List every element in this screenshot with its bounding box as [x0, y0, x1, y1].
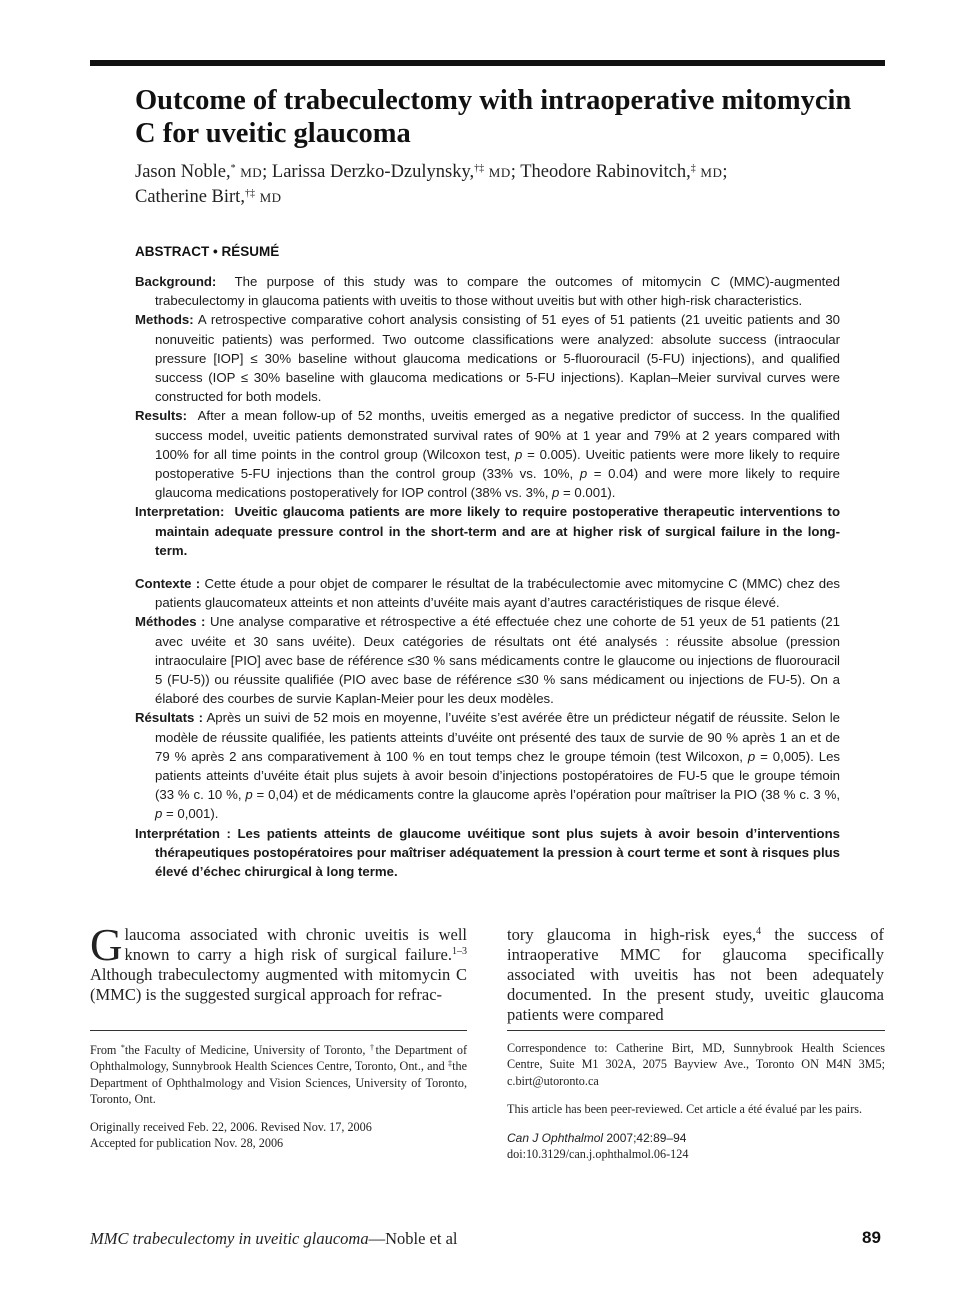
dates-footnote	[90, 1119, 467, 1152]
peer-review-note: This article has been peer-reviewed. Cet article a été évalué par les pairs.	[507, 1102, 863, 1116]
affiliations-footnote: From *the Faculty of Medicine, University of Toronto, †the Department of Ophthalmology, Sunnybrook Health Sciences Centre, Toronto, Ont., and ‡the Department of Ophthalmology and Vision Sciences, University of Toronto, Toronto, Ont.	[90, 1043, 468, 1106]
abstract-interpretation: Interpretation: Uveitic glaucoma patients are more likely to require postoperative therapeutic interventions to maintain adequate pressure control in the short-term and are at higher risk of surgical failure in the long-term.	[135, 504, 841, 558]
abstract-english	[135, 272, 840, 560]
affiliation-mark: †‡	[474, 163, 485, 174]
citation-ref: 1–3	[452, 946, 467, 957]
author-name: Jason Noble,	[135, 162, 231, 182]
correspondence-footnote: Correspondence to: Catherine Birt, MD, Sunnybrook Health Sciences Centre, Suite M1 302A, 2075 Bayview Ave., Toronto ON M4N 3M5; c.birt@utoronto.ca	[507, 1041, 885, 1088]
author-degree: MD	[700, 165, 723, 180]
footnote-rule-left	[90, 1030, 467, 1031]
author-name: Theodore Rabinovitch,	[520, 162, 691, 182]
author-name: Catherine Birt,	[135, 187, 245, 207]
body-column-right: tory glaucoma in high-risk eyes,$^4$ the success of intraoperative MMC for glaucoma specifically associated with uveitis has not been adequately documented. In the present study, uveitic glaucoma patients were compared	[507, 925, 885, 1024]
resume-interpretation: Interprétation : Les patients atteints de glaucome uvéitique sont plus sujets à avoir besoin d’interventions thérapeutiques postopératoires pour maîtriser adéquatement la pression à court terme et sont à risques plus élevé d’échec chirurgical à long terme.	[135, 825, 840, 880]
running-head: MMC trabeculectomy in uveitic glaucoma—Noble et al	[90, 1229, 458, 1248]
page-number: 89	[862, 1228, 881, 1247]
resume-methodes: Méthodes : Une analyse comparative et rétrospective a été effectuée chez une cohorte de 51 yeux de 51 patients (21 avec uvéite et 30 sans uvéite). Deux catégories de résultats ont été analysés : réussite absolue (pression intraoculaire [PIO] avec base de référence ≤30 % sans médicaments contre le glaucome ou injections de fluorouracil 5 (FU-5)) ou réussite qualifiée (PIO avec base de référence ≤30 % sans médicament ou injections de FU-5). On a élaboré des courbes de survie Kaplan-Meier pour les deux modèles.	[135, 614, 840, 707]
author-degree: MD	[259, 190, 282, 205]
top-rule	[90, 60, 885, 66]
abstract-results: Results: After a mean follow-up of 52 months, uveitis emerged as a negative predictor of success. In the qualified success model, uveitic patients demonstrated survival rates of 90% at 1 year and 79% at 2 years compared with 100% for all time points in the control group (Wilcoxon test, p = 0.005). Uveitic patients were more likely to require postoperative 5-FU injections than the control group (33% vs. 10%, p = 0.04) and were more likely to require glaucoma medications postoperatively for IOP control (38% vs. 3%, p = 0.001).	[135, 408, 841, 501]
body-column-left: Glaucoma associated with chronic uveitis is well known to carry a high risk of surgical failure.$^{1-3}$ Although trabeculectomy augmented with mitomycin C (MMC) is the suggested surgical approach for refrac-	[90, 920, 467, 1004]
drop-cap: G	[90, 920, 123, 970]
author-list: Jason Noble,* MD; Larissa Derzko-Dzulynsky,†‡ MD; Theodore Rabinovitch,‡ MD; Catherine Birt,†‡ MD	[135, 162, 728, 207]
footnote-rule-right	[507, 1030, 885, 1031]
journal-volume: 2007;42:89–94	[603, 1131, 687, 1145]
author-name: Larissa Derzko-Dzulynsky,	[271, 162, 475, 182]
abstract-methods: Methods: A retrospective comparative cohort analysis consisting of 51 eyes of 51 patients (21 uveitic patients and 30 nonuveitic patients) was performed. Two outcome classifications were analyzed: absolute success (intraocular pressure [IOP] ≤ 30% baseline without glaucoma medications or 5-fluorouracil (5-FU) injections), and qualified success (IOP ≤ 30% baseline with glaucoma medications or 5-FU injections). Kaplan–Meier survival curves were constructed for both models.	[135, 312, 840, 405]
abstract-background: Background: The purpose of this study was to compare the outcomes of mitomycin C (MMC)-augmented trabeculectomy in glaucoma patients with uveitis to those without uveitis but with other high-risk characteristics.	[135, 274, 840, 309]
affiliation-mark: *	[230, 163, 236, 174]
author-degree: MD	[488, 165, 511, 180]
received-date: Originally received Feb. 22, 2006. Revised Nov. 17, 2006	[90, 1120, 372, 1134]
resume-resultats: Résultats : Après un suivi de 52 mois en moyenne, l’uvéite s’est avérée être un prédicteur négatif de réussite. Selon le modèle de réussite qualifiée, les patients atteints d’uvéite ont présenté des taux de survie de 90 % après 1 an et de 79 % après 2 ans comparativement à 100 % en tout temps chez le groupe témoin (test Wilcoxon, p = 0,005). Les patients atteints d’uvéite était plus sujets à avoir besoin d’injections postopératoires de FU-5 que le groupe témoin (33 % c. 10 %, p = 0,04) et de médicaments contre la glaucome après l’opération pour maîtriser la PIO (38 % c. 3 %, p = 0,001).	[135, 710, 841, 822]
accepted-date: Accepted for publication Nov. 28, 2006	[90, 1136, 284, 1151]
citation-ref: 4	[756, 926, 762, 937]
citation-footnote	[507, 1130, 885, 1163]
author-degree: MD	[240, 165, 263, 180]
journal-name: Can J Ophthalmol	[507, 1131, 604, 1145]
resume-contexte: Contexte : Cette étude a pour objet de comparer le résultat de la trabéculectomie avec mitomycine C (MMC) chez des patients glaucomateux atteints et non atteints d’uvéite mais ayant d’autres caractéristiques de risque élevé.	[135, 576, 841, 611]
abstract-heading: ABSTRACT • RÉSUMÉ	[135, 244, 280, 259]
affiliation-mark: †‡	[244, 188, 255, 199]
article-title: Outcome of trabeculectomy with intraoperative mitomycin C for uveitic glaucoma	[135, 85, 852, 149]
affiliation-mark: ‡	[690, 163, 696, 174]
doi: doi:10.3129/can.j.ophthalmol.06-124	[507, 1147, 689, 1162]
abstract-french	[135, 574, 840, 881]
